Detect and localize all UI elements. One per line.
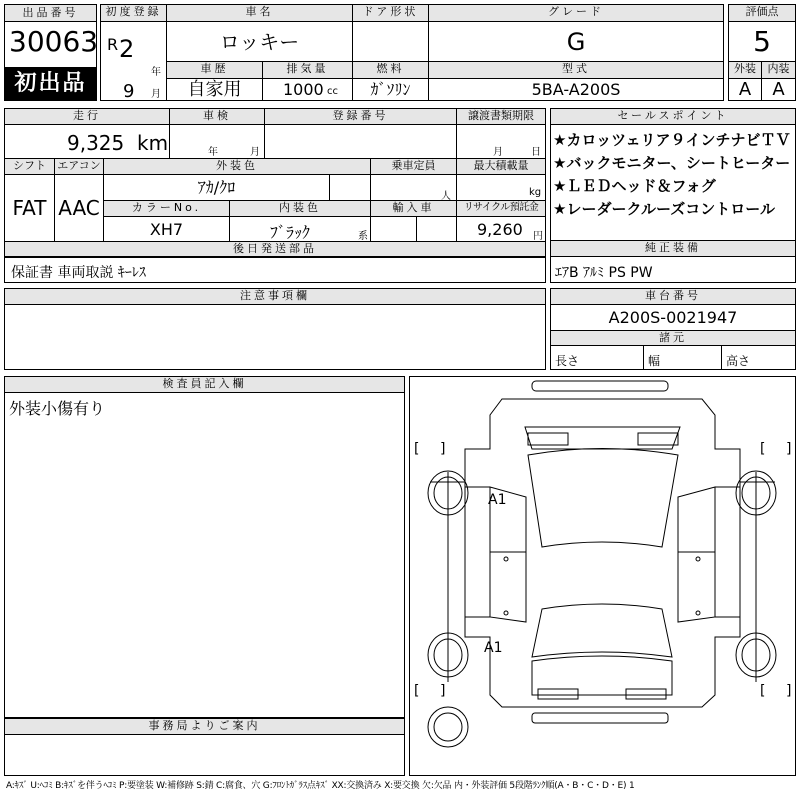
vehicle-header-box [100, 4, 724, 101]
month-unit: 月 [151, 89, 161, 100]
office-label: 事務局よりご案内 [5, 719, 404, 735]
displacement-label: 排気量 [263, 62, 353, 79]
inspector-box [4, 376, 405, 718]
load-cell [457, 175, 545, 201]
right-doors [678, 487, 715, 622]
color-no-value: XH7 [104, 217, 230, 242]
lot-number-box [4, 4, 97, 101]
history-label: 車歴 [167, 62, 263, 79]
inspection-month-unit: 月 [250, 147, 260, 158]
era: R [107, 35, 119, 54]
model-value: 5BA-A200S [531, 80, 621, 99]
sales-point: ★ＬＥＤヘッド＆フォグ [553, 177, 716, 195]
windshield [532, 604, 672, 657]
transfer-label: 譲渡書類期限 [457, 109, 545, 125]
int-color-cell [230, 217, 371, 242]
rear-window [525, 427, 680, 449]
dims-label: 諸元 [551, 331, 795, 346]
details-box [4, 108, 546, 258]
notes-label: 注意事項欄 [5, 289, 545, 305]
equipment-value: ｴｱB ｱﾙﾐ PS PW [555, 265, 653, 281]
length-label: 長さ [555, 354, 580, 368]
bracket-right-bottom-close: ] [786, 683, 792, 699]
displacement-unit: cc [327, 86, 338, 97]
displacement-cell [263, 79, 353, 100]
capacity-cell [371, 175, 457, 201]
legend-text: A:ｷｽﾞ U:ﾍｺﾐ B:ｷｽﾞを伴うﾍｺﾐ P:要塗装 W:補修跡 S:錆 C:腐食、穴 G:ﾌﾛﾝﾄｶﾞﾗｽ点ｷｽﾞ XX:交換済み X:要交換 欠:欠品 内・外装評価 5段階ﾗﾝｸ順(A・B・C・D・E) 1 [6, 781, 635, 791]
sales-points-box [550, 108, 796, 242]
fuel-label: 燃料 [353, 62, 429, 79]
front-lamp-right [626, 689, 666, 699]
displacement-value: 1000 [283, 80, 324, 99]
lot-number: 30063 [9, 25, 99, 58]
interior-grade: A [772, 79, 785, 100]
int-color-value: ﾌﾞﾗｯｸ [270, 223, 311, 242]
registration-value [265, 125, 457, 159]
transfer-cell [457, 125, 545, 159]
width-cell [644, 346, 722, 369]
recycle-label: リサイクル預託金 [457, 201, 545, 217]
rear-bar [532, 381, 668, 391]
rear-lamp-right [638, 433, 678, 445]
lot-number-label: 出品番号 [5, 5, 96, 22]
transfer-day-unit: 日 [531, 147, 541, 158]
shift-label: シフト [5, 159, 55, 175]
inspector-comment: 外装小傷有り [9, 399, 106, 418]
office-box [4, 718, 405, 776]
sales-point: ★バックモニター、シートヒーター [553, 154, 791, 172]
mileage-label: 走行 [5, 109, 170, 125]
history-value: 自家用 [167, 79, 263, 100]
later-parts-box [4, 257, 546, 283]
first-reg-label: 初度登録 [101, 5, 167, 22]
score-value: 5 [729, 22, 795, 62]
interior-grade-label: 内装 [762, 62, 795, 79]
bracket-left-top: [ [414, 441, 420, 457]
car-name-label: 車名 [167, 5, 353, 22]
exterior-grade-label: 外装 [729, 62, 762, 79]
recycle-value: 9,260 [477, 220, 523, 239]
front-bar [532, 713, 668, 723]
inspection-year-unit: 年 [208, 147, 218, 158]
import-value [371, 217, 417, 242]
later-parts-label: 後日発送部品 [5, 242, 545, 257]
transfer-month-unit: 月 [493, 147, 503, 158]
roof [528, 449, 678, 548]
height-label: 高さ [726, 354, 751, 368]
inspector-label: 検査員記入欄 [5, 377, 404, 393]
inspection-cell [170, 125, 265, 159]
rear-lamp-left [528, 433, 568, 445]
sales-point: ★レーダークルーズコントロール [553, 200, 775, 218]
bracket-right-bottom: [ [760, 683, 766, 699]
int-color-label: 内装色 [230, 201, 371, 217]
door-label: ドア形状 [353, 5, 429, 22]
registration-label: 登録番号 [265, 109, 457, 125]
chassis-box [550, 288, 796, 370]
import-label: 輸入車 [371, 201, 457, 217]
capacity-label: 乗車定員 [371, 159, 457, 175]
body-outline [465, 399, 740, 707]
load-unit: kg [529, 187, 542, 198]
sales-point: ★カロッツェリア９インチナビＴＶ [553, 131, 791, 149]
import-value-2 [417, 217, 457, 242]
notes-box [4, 288, 546, 370]
first-listing-badge: 初出品 [5, 67, 96, 100]
grade-label: グレード [429, 5, 723, 22]
grade-value: G [429, 22, 723, 62]
ext-color-value: ｱｶ/ｸﾛ [104, 175, 330, 201]
fuel-value: ｶﾞｿﾘﾝ [353, 79, 429, 100]
vehicle-diagram [410, 377, 795, 775]
car-name: ロッキー [167, 22, 353, 62]
ac-label: エアコン [55, 159, 104, 175]
inspection-label: 車検 [170, 109, 265, 125]
vehicle-diagram-box [409, 376, 796, 776]
shift-value: FAT [5, 175, 55, 242]
year-unit: 年 [151, 67, 161, 78]
mileage-unit: km [137, 131, 169, 155]
sales-points-label: セールスポイント [551, 109, 795, 125]
width-label: 幅 [648, 354, 661, 368]
score-label: 評価点 [729, 5, 795, 22]
front-lamp-left [538, 689, 578, 699]
chassis-label: 車台番号 [551, 289, 795, 305]
damage-mark: A1 [488, 492, 507, 508]
bracket-right-top-close: ] [786, 441, 792, 457]
recycle-cell [457, 217, 545, 242]
length-cell [551, 346, 644, 369]
later-parts-value: 保証書 車両取説 ｷｰﾚｽ [11, 265, 146, 281]
equipment-label: 純正装備 [551, 241, 795, 257]
ext-color-extra [330, 175, 371, 201]
mileage-value: 9,325 [67, 131, 125, 155]
bracket-left-bottom: [ [414, 683, 420, 699]
capacity-unit: 人 [441, 191, 451, 201]
ext-color-label: 外装色 [104, 159, 371, 175]
bracket-left-top-close: ] [440, 441, 446, 457]
color-no-label: カラーNo. [104, 201, 230, 217]
door-value [353, 22, 429, 62]
recycle-unit: 円 [533, 231, 543, 242]
int-color-suffix: 系 [358, 231, 368, 242]
ac-value: AAC [55, 175, 104, 242]
damage-mark: A1 [484, 640, 503, 656]
load-label: 最大積載量 [457, 159, 545, 175]
exterior-grade: A [729, 79, 762, 100]
bracket-right-top: [ [760, 441, 766, 457]
height-cell [722, 346, 795, 369]
reg-year: 2 [119, 35, 135, 63]
chassis-number: A200S-0021947 [551, 305, 795, 331]
model-label: 型式 [429, 62, 723, 79]
mileage-cell [5, 125, 170, 159]
bracket-left-bottom-close: ] [440, 683, 446, 699]
reg-month: 9 [123, 81, 135, 102]
equipment-box [550, 240, 796, 283]
score-box [728, 4, 796, 101]
